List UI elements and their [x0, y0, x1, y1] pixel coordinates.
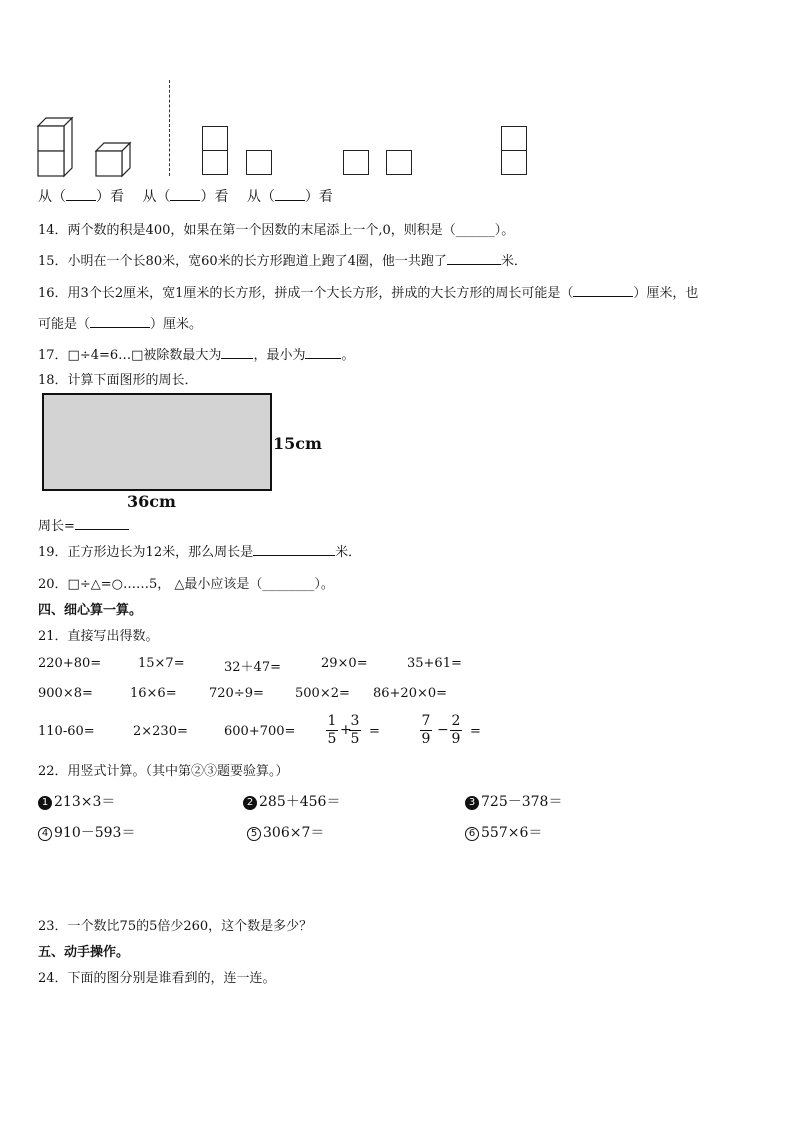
- fraction: $\frac{1}{5}$: [327, 713, 337, 747]
- question-14: 14．两个数的积是400，如果在第一个因数的末尾添上一个,0，则积是（______）。: [38, 223, 515, 238]
- vertical-calc-item: 1 213×3＝: [38, 791, 115, 811]
- view-square: [501, 150, 527, 175]
- section-4-heading: 四、细心算一算。: [38, 603, 143, 618]
- view-square: [386, 150, 412, 175]
- calc-item: 16×6=: [130, 686, 177, 701]
- question-16-line-1: 16．用3个长2厘米，宽1厘米的长方形，拼成一个大长方形，拼成的大长方形的周长可能是（ ）厘米，也: [38, 286, 699, 301]
- circled-number: 4: [38, 827, 52, 841]
- answer-blank[interactable]: [253, 543, 335, 556]
- section-5-heading: 五、动手操作。: [38, 945, 130, 960]
- answer-blank[interactable]: [75, 517, 129, 530]
- circled-number: 3: [465, 796, 479, 810]
- rectangle-width-label: 36cm: [127, 492, 176, 511]
- cube-front-upper: [38, 126, 64, 151]
- calc-item: 2×230=: [133, 724, 188, 739]
- question-15: 15．小明在一个长80米，宽60米的长方形跑道上跑了4圈，他一共跑了 米．: [38, 254, 527, 269]
- calc-item: 86+20×0=: [373, 686, 448, 701]
- calc-item: 110-60=: [38, 724, 95, 739]
- question-22-title: 22．用竖式计算。（其中第②③题要验算。）: [38, 764, 289, 779]
- cube-side-face: [64, 118, 72, 176]
- calc-item: 900×8=: [38, 686, 93, 701]
- answer-blank[interactable]: [221, 346, 253, 359]
- question-16-line-2: 可能是（ ）厘米。: [38, 317, 203, 332]
- rectangle-figure: [42, 393, 272, 491]
- fraction: $\frac{7}{9}$: [421, 713, 431, 747]
- equals: =: [470, 724, 481, 739]
- cube-front: [96, 151, 122, 176]
- question-17: 17．□÷4=6…□被除数最大为 ，最小为 。: [38, 348, 355, 363]
- fraction: $\frac{2}{9}$: [451, 713, 461, 747]
- view-square: [501, 126, 527, 151]
- vertical-calc-item: 3 725－378＝: [465, 791, 562, 811]
- view-square: [343, 150, 369, 175]
- operator: +: [340, 722, 352, 738]
- answer-blank[interactable]: [573, 284, 633, 297]
- calc-item: 720÷9=: [209, 686, 264, 701]
- view-square: [202, 126, 228, 151]
- view-label-1: 从（ ）看: [38, 189, 124, 205]
- calc-item: 15×7=: [138, 656, 185, 671]
- calc-item: 32＋47=: [224, 660, 281, 675]
- question-20: 20．□÷△=○……5， △最小应该是（________）。: [38, 577, 334, 592]
- calc-item: 29×0=: [321, 656, 368, 671]
- question-23: 23．一个数比75的5倍少260，这个数是多少？: [38, 919, 313, 934]
- circled-number: 5: [247, 827, 261, 841]
- answer-blank[interactable]: [305, 346, 341, 359]
- equals: =: [369, 724, 380, 739]
- circled-number: 6: [465, 827, 479, 841]
- answer-blank[interactable]: [90, 315, 150, 328]
- vertical-calc-item: 5 306×7＝: [247, 822, 324, 842]
- circled-number: 2: [243, 796, 257, 810]
- question-24: 24．下面的图分别是谁看到的，连一连。: [38, 971, 276, 986]
- perimeter-answer: 周长=: [38, 515, 129, 534]
- vertical-calc-item: 2 285＋456＝: [243, 791, 340, 811]
- answer-blank[interactable]: [447, 252, 501, 265]
- cube-front-lower: [38, 151, 64, 176]
- view-labels: [38, 186, 333, 206]
- rectangle-height-label: 15cm: [273, 434, 322, 453]
- dashed-divider: [169, 80, 170, 176]
- question-18-title: 18．计算下面图形的周长．: [38, 373, 198, 388]
- view-square: [202, 150, 228, 175]
- calc-item: 220+80=: [38, 656, 102, 671]
- question-21-title: 21．直接写出得数。: [38, 629, 159, 644]
- calc-item: 600+700=: [224, 724, 296, 739]
- calc-item: 500×2=: [295, 686, 350, 701]
- question-19: 19．正方形边长为12米，那么周长是 米．: [38, 545, 362, 560]
- fraction: $\frac{3}{5}$: [350, 713, 360, 747]
- view-square: [246, 150, 272, 175]
- vertical-calc-item: 6 557×6＝: [465, 822, 542, 842]
- view-label-2: 从（ ）看: [142, 189, 229, 205]
- calc-item: 35+61=: [407, 656, 462, 671]
- circled-number: 1: [38, 796, 52, 810]
- operator: −: [437, 722, 449, 738]
- vertical-calc-item: 4 910－593＝: [38, 822, 135, 842]
- view-label-3: 从（ ）看: [246, 189, 333, 205]
- cube-stack-figure: [34, 112, 144, 180]
